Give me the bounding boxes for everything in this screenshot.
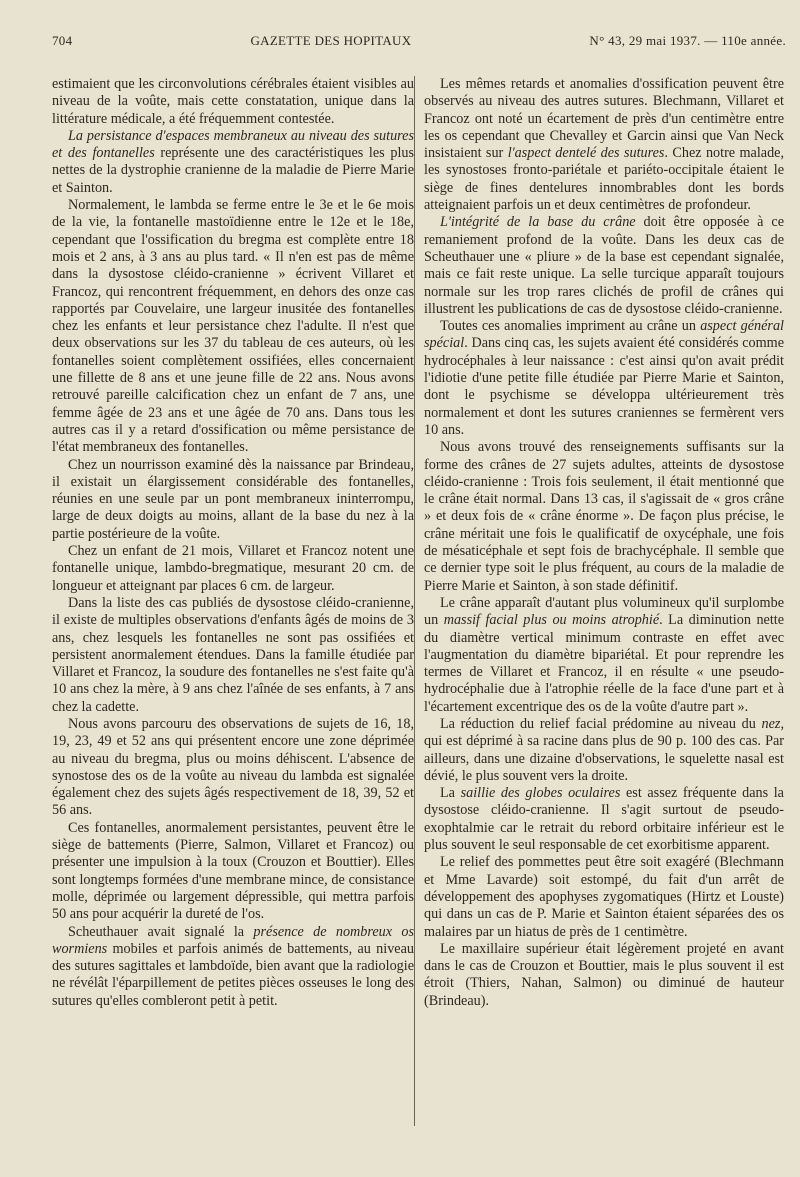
text-run: Toutes ces anomalies impriment au crâne un bbox=[440, 318, 701, 335]
text-run: estimaient que les circonvolutions cérébrales étaient visibles au niveau de la voûte, mais cette constatation, unique dans la littérature médicale, a été fréquemment contestée. bbox=[52, 76, 414, 127]
text-run: . Dans cinq cas, les sujets avaient été considérés comme hydrocéphales à leur naissance : c'est ainsi qu'on avait prédit l'idiotie d'une petite fille étudiée par Pierre Marie et Sainton, dont le psychisme se développa ultérieurement très normalement et dont les sutures craniennes se fermèrent vers 10 ans. bbox=[424, 335, 784, 438]
paragraph bbox=[424, 595, 784, 716]
paragraph bbox=[424, 76, 784, 214]
text-run: La réduction du relief facial prédomine au niveau du bbox=[440, 715, 762, 732]
paragraph bbox=[424, 318, 784, 439]
italic-run: saillie des globes oculaires bbox=[460, 785, 621, 802]
paragraph bbox=[424, 439, 784, 595]
left-column bbox=[52, 76, 414, 1010]
page-number: 704 bbox=[52, 33, 73, 48]
italic-run: L'intégrité de la base du crâne bbox=[440, 214, 636, 231]
paragraph bbox=[424, 785, 784, 854]
text-run: Ces fontanelles, anormalement persistantes, peuvent être le siège de battements (Pierre, Salmon, Villaret et Francoz) ou présenter une impulsion à la toux (Crouzon et Bouttier). Elles sont longtemps formées d'une membrane mince, de consistance molle, déprimée ou largement dépressible, qui mettra parfois 50 ans pour acquérir la dureté de l'os. bbox=[52, 819, 414, 923]
text-run: Nous avons parcouru des observations de sujets de 16, 18, 19, 23, 49 et 52 ans qui présentent encore une zone déprimée au niveau du bregma, plus ou moins déhiscent. L'absence de synostose des os de la voûte au niveau du lambda est signalée également chez des sujets âgés respectivement de 18, 39, 52 et 56 ans. bbox=[52, 715, 414, 819]
text-run: . La diminution nette du diamètre vertical minimum contraste en effet avec l'augmentation du diamètre bipariétal. Et pour reprendre les termes de Villaret et Francoz, il en résulte « une pseudo-hydrocéphalie due à l'atrophie réelle de la face d'une part et à l'écartement excentrique des os de la voûte d'autre part ». bbox=[424, 612, 785, 715]
text-run: La bbox=[440, 785, 461, 802]
text-run: . Chez notre malade, les synostoses fronto-pariétale et pariéto-occipitale étaient le siège de fines dentelures innombrables dont les bords atteignaient parfois un et deux centimètres de profondeur. bbox=[424, 145, 785, 214]
paragraph bbox=[52, 924, 414, 1010]
paragraph bbox=[424, 941, 784, 1010]
text-run: Le maxillaire supérieur était légèrement projeté en avant dans le cas de Crouzon et Bouttier, mais le plus souvent il est étroit (Thiers, Nahan, Salmon) ou diminué de hauteur (Brindeau). bbox=[424, 940, 784, 1009]
paragraph bbox=[424, 854, 784, 940]
paragraph bbox=[52, 820, 414, 924]
paragraph bbox=[52, 716, 414, 820]
text-run: Dans la liste des cas publiés de dysostose cléido-cranienne, il existe de multiples observations d'enfants âgés de moins de 3 ans, chez lesquels les fontanelles ne sont pas ossifiées et persistent anormalement étendues. Dans la famille étudiée par Villaret et Francoz, la soudure des fontanelles ne s'est faite qu'à 10 ans chez la mère, à 9 ans chez l'aînée de ses enfants, à 7 ans chez la cadette. bbox=[52, 594, 414, 715]
text-run: Chez un enfant de 21 mois, Villaret et Francoz notent une fontanelle unique, lambdo-bregmatique, mesurant 20 cm. de longueur et atteignant par places 6 cm. de largeur. bbox=[52, 543, 414, 594]
text-run: Les mêmes retards et anomalies d'ossification peuvent être observés au niveau des autres sutures. Blechmann, Villaret et Francoz ont noté un écartement de près d'un centimètre entre les os cependant que Chevalley et Garcin ainsi que Van Neck insistaient sur bbox=[424, 76, 784, 162]
paragraph bbox=[52, 76, 414, 128]
paragraph bbox=[52, 457, 414, 543]
journal-title: GAZETTE DES HOPITAUX bbox=[250, 33, 412, 48]
page-header bbox=[52, 33, 786, 53]
text-run: Le relief des pommettes peut être soit exagéré (Blechmann et Mme Lavarde) soit estompé, du fait d'un arrêt de développement des apophyses zygomatiques (Hirtz et Louste) qui dans un cas de P. Marie et Sainton étaient séparées des os malaires par un hiatus de près de 1 centimètre. bbox=[424, 854, 784, 940]
paragraph bbox=[52, 197, 414, 456]
text-run: mobiles et parfois animés de battements, au niveau des sutures sagittales et lambdoïde, bien avant que la radiologie ne révélât l'éparpillement de petites pièces osseuses le long des sutures qu'elles combleront petit à petit. bbox=[52, 940, 414, 1009]
column-divider bbox=[414, 76, 415, 1126]
italic-run: La persistance d'espaces membraneux au niveau des sutures et des fontanelles bbox=[52, 127, 414, 162]
issue-date: N° 43, 29 mai 1937. — 110e année. bbox=[589, 33, 786, 48]
right-column bbox=[424, 76, 784, 1010]
italic-run: présence de nombreux os wormiens bbox=[52, 923, 414, 957]
paragraph bbox=[52, 595, 414, 716]
text-run: doit être opposée à ce remaniement profond de la voûte. Dans les deux cas de Scheuthauer une « pliure » de la base est cependant signalée, mais ce fait reste unique. La selle turcique apparaît toujours normale sur les trop rares clichés de profil de crânes qui illustrent les publications de cas de dysostose cléido-cranienne. bbox=[424, 214, 785, 317]
text-run: Le crâne apparaît d'autant plus volumineux qu'il surplombe un bbox=[424, 594, 784, 629]
text-run: Chez un nourrisson examiné dès la naissance par Brindeau, il existait un élargissement considérable des fontanelles, réunies en une seule par un pont membraneux ininterrompu, large de deux doigts au moins, allant de la base du nez à la partie postérieure de la voûte. bbox=[52, 456, 414, 542]
italic-run: l'aspect dentelé des sutures bbox=[507, 145, 665, 162]
paragraph bbox=[52, 543, 414, 595]
paragraph bbox=[424, 716, 784, 785]
text-run: Scheuthauer avait signalé la bbox=[68, 923, 254, 940]
paragraph bbox=[424, 214, 784, 318]
italic-run: nez bbox=[761, 715, 781, 732]
text-run: Normalement, le lambda se ferme entre le 3e et le 6e mois de la vie, la fontanelle mastoïdienne entre le 12e et le 18e, cependant que l'ossification du bregma est complète entre 18 mois et 2 ans, à 3 ans au plus tard. « Il n'en est pas de même dans la dysostose cléido-cranienne » écrivent Villaret et Francoz, qui rencontrent fréquemment, en dehors des onze cas rapportés par Couvelaire, une largeur inusitée des fontanelles chez les enfants et leur persistance chez l'adulte. Il n'est que deux observations sur les 37 du tableau de ces auteurs, où les fontanelles soient complètement ossifiées, elles concernaient une fillette de 8 ans et une jeune fille de 22 ans. Nous avons retrouvé pareille calcification chez un enfant de 7 ans, une femme âgée de 23 ans et une âgée de 70 ans. Dans tous les autres cas il y a retard d'ossification ou même persistance de l'état membraneux des fontanelles. bbox=[52, 197, 414, 456]
text-run: est assez fréquente dans la dysostose cléido-cranienne. Il s'agit surtout de pseudo-exophtalmie car le retrait du rebord orbitaire inférieur est le plus souvent le seul responsable de cet exorbitisme apparent. bbox=[424, 785, 784, 854]
text-run: , qui est déprimé à sa racine dans plus de 90 p. 100 des cas. Par ailleurs, dans une dizaine d'observations, le squelette nasal est dévié, le plus souvent vers la droite. bbox=[424, 715, 784, 784]
paragraph bbox=[52, 128, 414, 197]
italic-run: aspect général spécial bbox=[424, 318, 784, 352]
italic-run: massif facial plus ou moins atrophié bbox=[443, 612, 660, 629]
text-run: Nous avons trouvé des renseignements suffisants sur la forme des crânes de 27 sujets adultes, atteints de dysostose cléido-cranienne : Trois fois seulement, il était mentionné que le crâne était normal. Dans 13 cas, il s'agissait de « gros crâne » et deux fois de « crâne énorme ». De façon plus précise, le crâne méritait une fois le qualificatif de oxycéphale, une fois de mésaticéphale et sept fois de brachycéphale. Il semble que ce dernier type soit le plus fréquent, au cours de la maladie de Pierre Marie et Sainton, à son stade définitif. bbox=[424, 439, 784, 594]
text-run: représente une des caractéristiques les plus nettes de la dystrophie cranienne de la maladie de Pierre Marie et Sainton. bbox=[52, 145, 414, 196]
